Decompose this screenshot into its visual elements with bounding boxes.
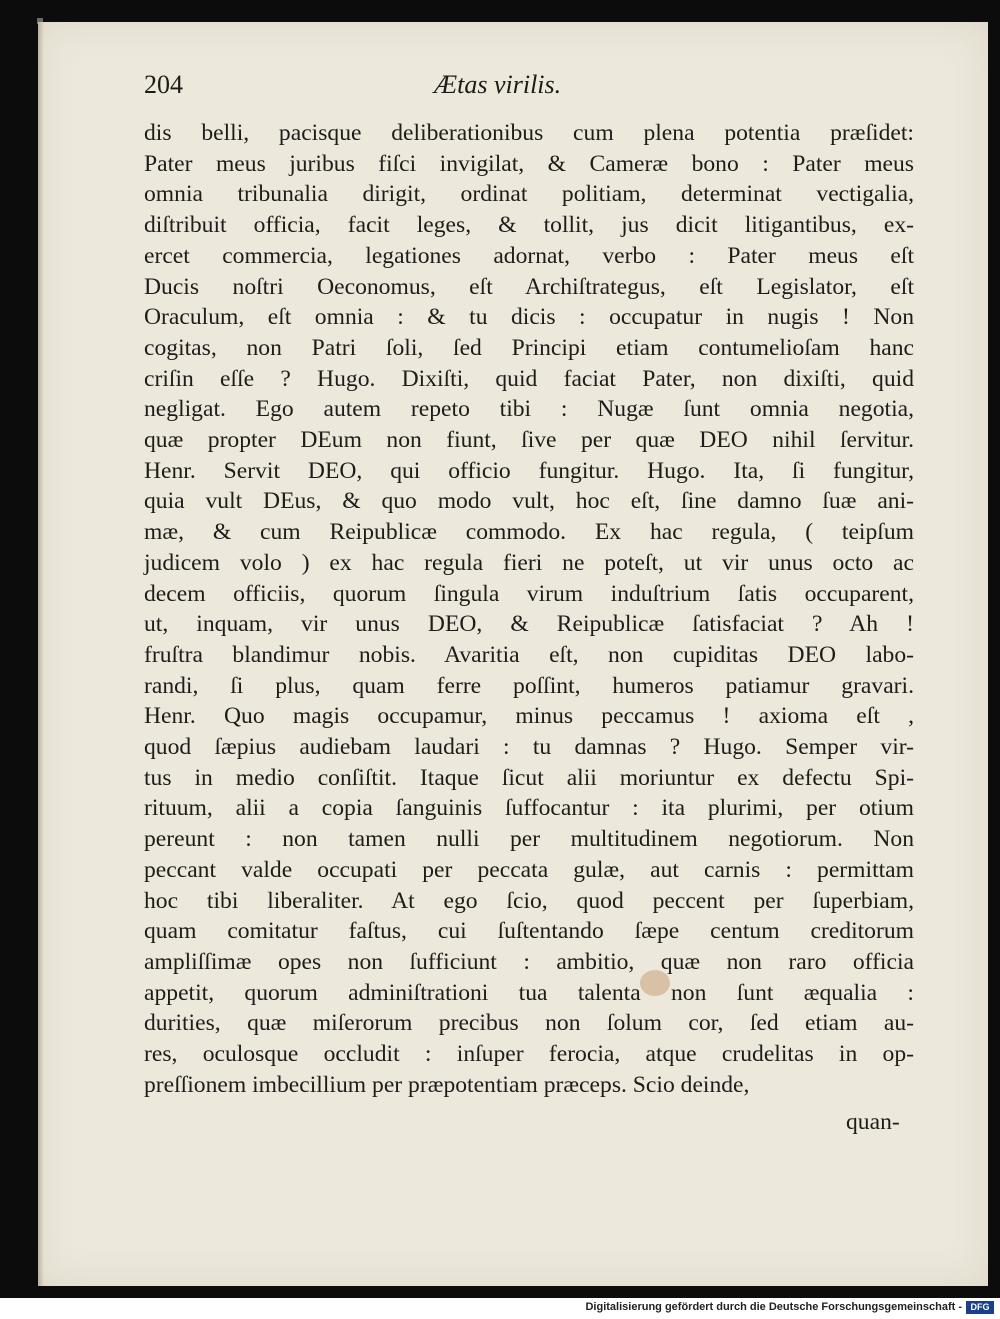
text-line: diſtribuit officia, facit leges, & tollit, jus dicit litigantibus, ex- [144,212,914,239]
text-line: mæ, & cum Reipublicæ commodo. Ex hac regula, ( teipſum [144,519,914,546]
text-line: rituum, alii a copia ſanguinis ſuffocantur : ita plurimi, per otium [144,795,914,822]
footer-credit: Digitalisierung gefördert durch die Deutsche Forschungsgemeinschaft - [585,1301,962,1313]
text-line: Henr. Servit DEO, qui officio fungitur. Hugo. Ita, ſi fungitur, [144,457,914,484]
text-line: Ducis noſtri Oeconomus, eſt Archiſtrategus, eſt Legislator, eſt [144,273,914,300]
text-line: ut, inquam, vir unus DEO, & Reipublicæ ſatisfaciat ? Ah ! [144,611,914,638]
running-title: Ætas virilis. [434,70,562,99]
page-number: 204 [144,70,183,99]
body-text [144,118,914,1101]
text-line: Oraculum, eſt omnia : & tu dicis : occupatur in nugis ! Non [144,304,914,331]
page-header [144,70,914,106]
text-line: Henr. Quo magis occupamur, minus peccamus ! axioma eſt , [144,703,914,730]
text-line: Pater meus juribus fiſci invigilat, & Cameræ bono : Pater meus [144,150,914,177]
text-line: dis belli, pacisque deliberationibus cum plena potentia præſidet: [144,120,914,146]
text-line: quæ propter DEum non fiunt, ſive per quæ DEO nihil ſervitur. [144,427,914,454]
dfg-logo: DFG [966,1301,994,1314]
text-line: hoc tibi liberaliter. At ego ſcio, quod peccent per ſuperbiam, [144,887,914,914]
text-line: decem officiis, quorum ſingula virum induſtrium ſatis occuparent, [144,580,914,607]
text-line: omnia tribunalia dirigit, ordinat politiam, determinat vectigalia, [144,181,914,208]
text-line: pereunt : non tamen nulli per multitudinem negotiorum. Non [144,826,914,853]
text-line: quam comitatur faſtus, cui ſuſtentando ſæpe centum creditorum [144,918,914,945]
footer-bar [0,1298,1000,1319]
text-line: peccant valde occupati per peccata gulæ, aut carnis : permittam [144,856,914,883]
text-line: durities, quæ miſerorum precibus non ſolum cor, ſed etiam au- [144,1010,914,1037]
text-line: res, oculosque occludit : inſuper ferocia, atque crudelitas in op- [144,1041,914,1068]
text-line: criſin eſſe ? Hugo. Dixiſti, quid faciat Pater, non dixiſti, quid [144,365,914,392]
text-line: ampliſſimæ opes non ſufficiunt : ambitio, quæ non raro officia [144,948,914,975]
text-line: preſſionem imbecillium per præpotentiam præceps. Scio deinde, [144,1071,750,1098]
text-line: tus in medio conſiſtit. Itaque ſicut alii moriuntur ex defectu Spi- [144,764,914,791]
text-line: fruſtra blandimur nobis. Avaritia eſt, non cupiditas DEO labo- [144,641,914,668]
text-line: judicem volo ) ex hac regula fieri ne poteſt, ut vir unus octo ac [144,549,914,576]
text-line: appetit, quorum adminiſtrationi tua talenta non ſunt æqualia : [144,979,914,1006]
text-line: negligat. Ego autem repeto tibi : Nugæ ſunt omnia negotia, [144,396,914,423]
catchword: quan- [846,1109,900,1135]
text-line: randi, ſi plus, quam ferre poſſint, humeros patiamur gravari. [144,672,914,699]
text-line: quia vult DEus, & quo modo vult, hoc eſt, ſine damno ſuæ ani- [144,488,914,515]
text-line: ercet commercia, legationes adornat, verbo : Pater meus eſt [144,242,914,269]
text-line: cogitas, non Patri ſoli, ſed Principi etiam contumelioſam hanc [144,334,914,361]
text-line: quod ſæpius audiebam laudari : tu damnas ? Hugo. Semper vir- [144,734,914,761]
